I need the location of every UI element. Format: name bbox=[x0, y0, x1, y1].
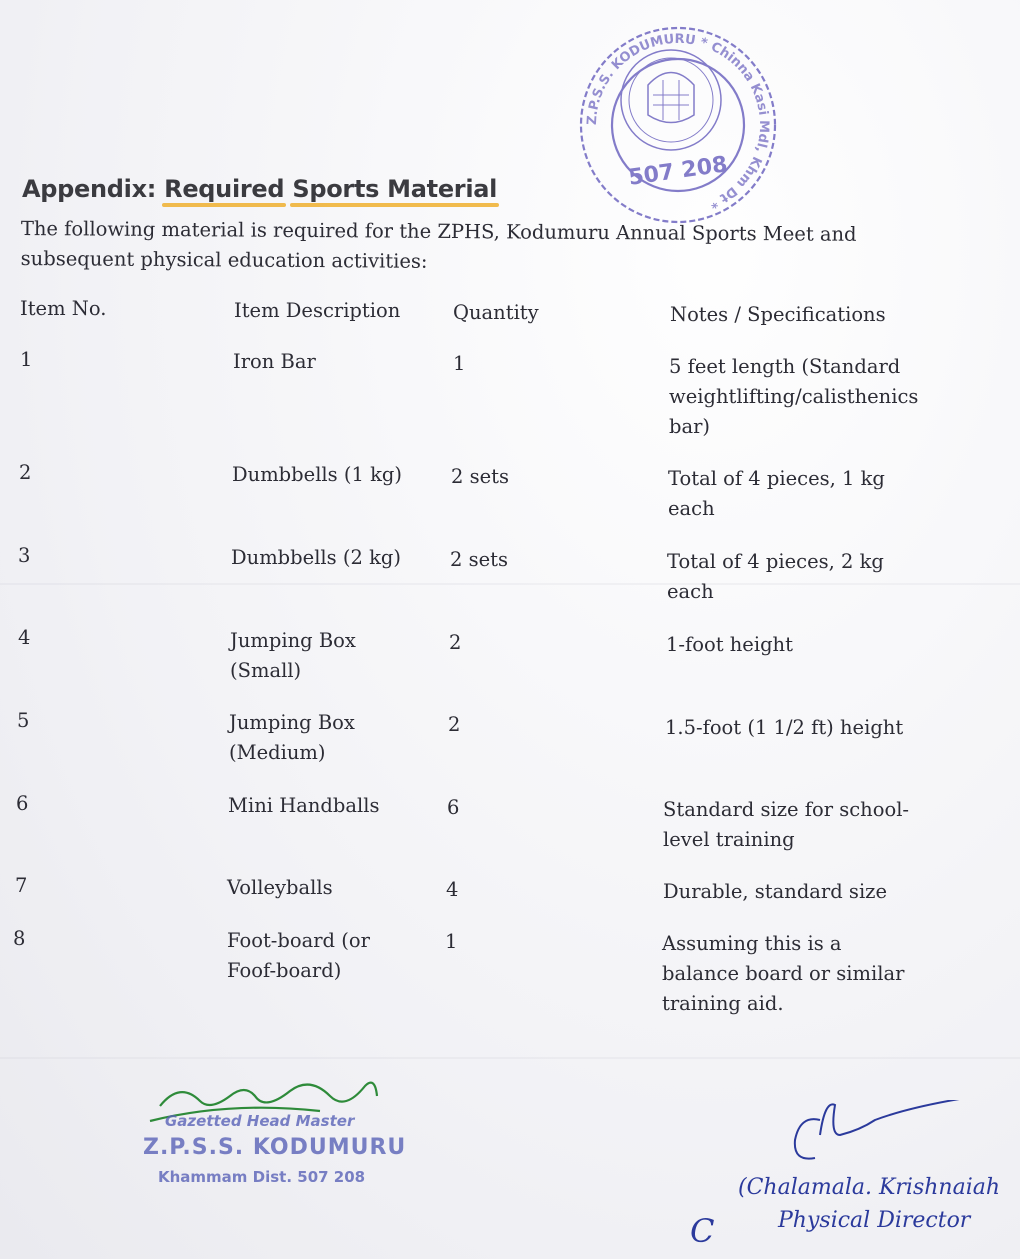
row-description: Mini Handballs bbox=[228, 794, 380, 817]
headmaster-signature-block bbox=[140, 1070, 410, 1200]
row-notes-line: training aid. bbox=[662, 992, 784, 1015]
row-notes-line: bar) bbox=[669, 415, 711, 438]
physical-director-designation: Physical Director bbox=[778, 1208, 971, 1233]
row-quantity: 2 bbox=[448, 713, 461, 736]
header-item-no: Item No. bbox=[20, 297, 107, 320]
row-quantity: 1 bbox=[445, 930, 458, 953]
physical-director-signature-scribble bbox=[780, 1100, 1020, 1170]
row-notes-line: 1.5-foot (1 1/2 ft) height bbox=[665, 716, 904, 739]
row-quantity: 1 bbox=[453, 352, 466, 375]
row-item-no: 1 bbox=[20, 348, 33, 371]
row-description: (Medium) bbox=[229, 741, 326, 764]
row-notes-line: Standard size for school- bbox=[663, 798, 910, 821]
row-notes-line: 5 feet length (Standard bbox=[669, 355, 901, 378]
row-notes-line: Total of 4 pieces, 1 kg bbox=[668, 467, 885, 490]
intro-line: subsequent physical education activities: bbox=[20, 246, 428, 273]
row-quantity: 2 sets bbox=[450, 548, 508, 571]
title-highlight-word: Required bbox=[164, 175, 285, 203]
row-item-no: 6 bbox=[16, 792, 29, 815]
title-highlight-phrase: Sports Material bbox=[292, 175, 498, 203]
header-quantity: Quantity bbox=[453, 301, 539, 324]
title-prefix: Appendix: bbox=[22, 175, 165, 203]
row-description: Jumping Box bbox=[229, 711, 355, 734]
header-notes: Notes / Specifications bbox=[670, 303, 886, 326]
physical-director-signature-block bbox=[690, 1100, 1010, 1250]
row-description: Dumbbells (1 kg) bbox=[232, 463, 402, 486]
row-quantity: 4 bbox=[446, 878, 459, 901]
row-description: Iron Bar bbox=[233, 350, 316, 373]
row-notes-line: balance board or similar bbox=[662, 962, 905, 985]
seal-ring-text: Z.P.S.S. KODUMURU * Chinna Kasi Mdl, Khm Dt * bbox=[584, 31, 772, 212]
row-notes-line: Total of 4 pieces, 2 kg bbox=[667, 550, 884, 573]
row-description: Dumbbells (2 kg) bbox=[231, 546, 401, 569]
row-notes-line: weightlifting/calisthenics bbox=[669, 385, 919, 408]
row-description: (Small) bbox=[230, 659, 302, 682]
paper-fold-line bbox=[0, 1057, 1020, 1059]
paper-fold-line bbox=[0, 583, 1020, 585]
school-district: Khammam Dist. 507 208 bbox=[158, 1168, 366, 1186]
row-quantity: 2 bbox=[449, 631, 462, 654]
row-notes-line: each bbox=[667, 580, 714, 603]
page-title bbox=[22, 175, 497, 203]
seal-code-text: 507 208 bbox=[626, 152, 729, 191]
row-description: Volleyballs bbox=[227, 876, 333, 899]
intro-paragraph bbox=[21, 214, 871, 280]
row-item-no: 7 bbox=[15, 874, 28, 897]
row-notes-line: Durable, standard size bbox=[663, 880, 887, 903]
row-item-no: 2 bbox=[19, 461, 32, 484]
row-quantity: 2 sets bbox=[451, 465, 509, 488]
row-notes-line: Assuming this is a bbox=[662, 932, 842, 955]
physical-director-name: (Chalamala. Krishnaiah bbox=[738, 1175, 1001, 1200]
row-quantity: 6 bbox=[447, 796, 460, 819]
school-name: Z.P.S.S. KODUMURU bbox=[143, 1135, 407, 1160]
row-notes-line: level training bbox=[663, 828, 795, 851]
row-item-no: 3 bbox=[18, 544, 31, 567]
headmaster-title: Gazetted Head Master bbox=[165, 1112, 355, 1130]
row-description: Foof-board) bbox=[227, 959, 342, 982]
row-item-no: 8 bbox=[13, 927, 26, 950]
row-notes-line: each bbox=[668, 497, 715, 520]
header-item-description: Item Description bbox=[234, 299, 401, 322]
row-description: Jumping Box bbox=[230, 629, 356, 652]
official-seal-stamp bbox=[553, 20, 803, 230]
row-item-no: 5 bbox=[17, 709, 30, 732]
row-notes-line: 1-foot height bbox=[666, 633, 793, 656]
row-item-no: 4 bbox=[18, 626, 31, 649]
intro-line: The following material is required for the ZPHS, Kodumuru Annual Sports Meet and bbox=[20, 216, 857, 246]
row-description: Foot-board (or bbox=[227, 929, 370, 952]
physical-director-initial: C bbox=[690, 1212, 715, 1250]
seal-graphic bbox=[553, 20, 803, 230]
